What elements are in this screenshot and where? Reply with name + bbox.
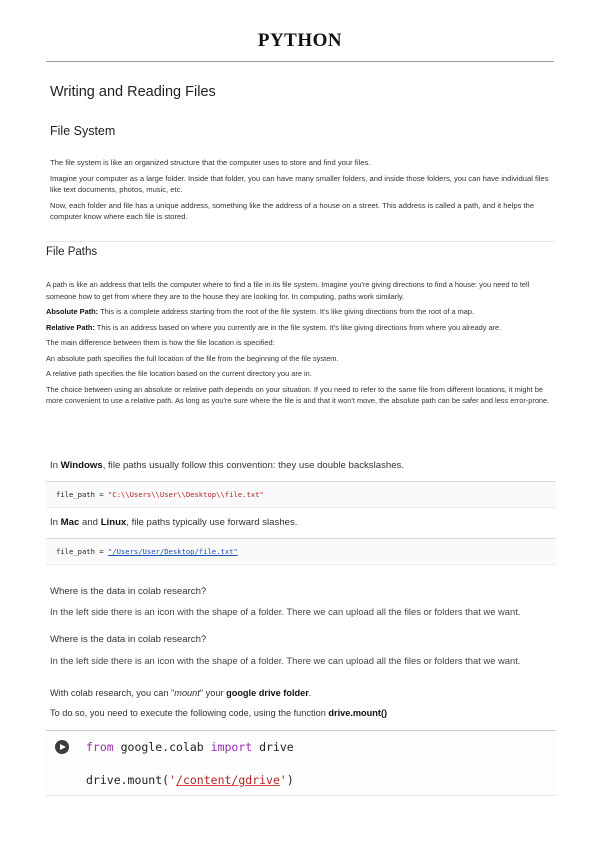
code-line <box>46 539 556 564</box>
colab-mount-line <box>50 688 311 698</box>
imported-name: drive <box>252 740 294 754</box>
qa-answer: In the left side there is an icon with the shape of a folder. There we can upload all the files or folders that we want. <box>50 655 521 666</box>
windows-code-block[interactable] <box>46 481 556 508</box>
paragraph: The choice between using an absolute or relative path depends on your situation. If you need to refer to the same file from different locations, it might be more convenient to use a relative path. As long as you're sure where the file is and that it won't move, the absolute path can be safer and less error-prone. <box>46 384 550 405</box>
subsection-heading-file-paths: File Paths <box>46 246 98 258</box>
code-line-import <box>86 740 294 754</box>
qa-question: Where is the data in colab research? <box>50 586 207 597</box>
google-drive-label: google drive folder <box>226 688 309 698</box>
code-string-link[interactable]: "/Users/User/Desktop/file.txt" <box>107 547 238 556</box>
text-fragment: , file paths typically use forward slashes. <box>126 517 298 528</box>
close-paren: ) <box>286 773 294 787</box>
text-fragment: With colab research, you can " <box>50 688 175 698</box>
file-system-body <box>50 157 555 227</box>
subsection-heading-file-system: File System <box>50 124 116 138</box>
absolute-path-text: This is a complete address starting from the root of the file system. It's like giving directions from the root of a map. <box>98 307 475 316</box>
text-fragment: In <box>50 460 61 471</box>
colab-instruction-line <box>50 708 387 718</box>
module-name: google.colab <box>113 740 211 754</box>
paragraph: The main difference between them is how the file location is specified: <box>46 338 275 347</box>
paragraph: A path is like an address that tells the computer where to find a file in its file system. Imagine you're giving directions to find a house: you need to tell someone how to get from where they are to the house they are looking for. In computing, paths work similarly. <box>46 280 530 301</box>
paragraph: An absolute path specifies the full location of the file from the beginning of the file system. <box>46 353 339 363</box>
keyword-import: import <box>210 740 253 754</box>
text-fragment: . <box>308 688 312 698</box>
paragraph: A relative path specifies the file location based on the current directory you are in. <box>46 369 312 378</box>
relative-path-text: This is an address based on where you currently are in the file system. It's like giving directions from where you already are. <box>94 322 502 332</box>
windows-label: Windows <box>60 460 103 471</box>
drive-mount-label: drive.mount() <box>328 708 388 718</box>
paragraph: The file system is like an organized structure that the computer uses to store and find your files. <box>50 158 371 167</box>
relative-path-paragraph <box>46 322 556 334</box>
code-line <box>46 482 556 507</box>
absolute-path-label: Absolute Path: <box>46 307 99 316</box>
mac-code-block[interactable] <box>46 538 556 565</box>
windows-paths-line <box>50 460 404 471</box>
function-call: drive.mount( <box>86 773 170 787</box>
title-divider <box>46 61 554 62</box>
text-fragment: In <box>50 517 61 528</box>
absolute-path-paragraph <box>46 306 556 318</box>
document-title: PYTHON <box>257 30 343 51</box>
text-fragment: " your <box>199 688 227 698</box>
code-variable: file_path = <box>56 547 108 556</box>
code-line-mount <box>86 773 294 787</box>
keyword-from: from <box>86 740 114 754</box>
section-divider <box>46 241 554 242</box>
text-fragment: and <box>79 517 101 528</box>
mac-paths-line <box>50 517 297 528</box>
string-quote: ' <box>169 773 177 787</box>
text-fragment: , file paths usually follow this convention: they use double backslashes. <box>102 460 405 471</box>
linux-label: Linux <box>100 517 127 528</box>
mount-path-string: /content/gdrive <box>176 773 280 787</box>
file-paths-body <box>46 279 556 411</box>
text-fragment: To do so, you need to execute the following code, using the function <box>50 708 329 718</box>
paragraph: Imagine your computer as a large folder. Inside that folder, you can have many smaller folders, and inside those folders, you can have individual files like text documents, photos, music, etc. <box>50 173 549 194</box>
code-variable: file_path = <box>56 490 108 499</box>
string-quote: ' <box>279 773 287 787</box>
qa-question: Where is the data in colab research? <box>50 634 207 645</box>
mount-emphasis: mount <box>174 688 200 698</box>
paragraph: Now, each folder and file has a unique address, something like the address of a house on a street. This address is called a path, and it helps the computer know where each file is stored. <box>50 200 535 221</box>
code-string: "C:\\Users\\User\\Desktop\\file.txt" <box>107 490 264 499</box>
relative-path-label: Relative Path: <box>46 322 95 332</box>
section-heading-writing: Writing and Reading Files <box>50 84 216 100</box>
run-cell-icon[interactable] <box>55 740 69 754</box>
qa-answer: In the left side there is an icon with the shape of a folder. There we can upload all the files or folders that we want. <box>50 606 521 617</box>
mac-label: Mac <box>60 517 80 528</box>
colab-code-cell[interactable] <box>46 730 556 796</box>
